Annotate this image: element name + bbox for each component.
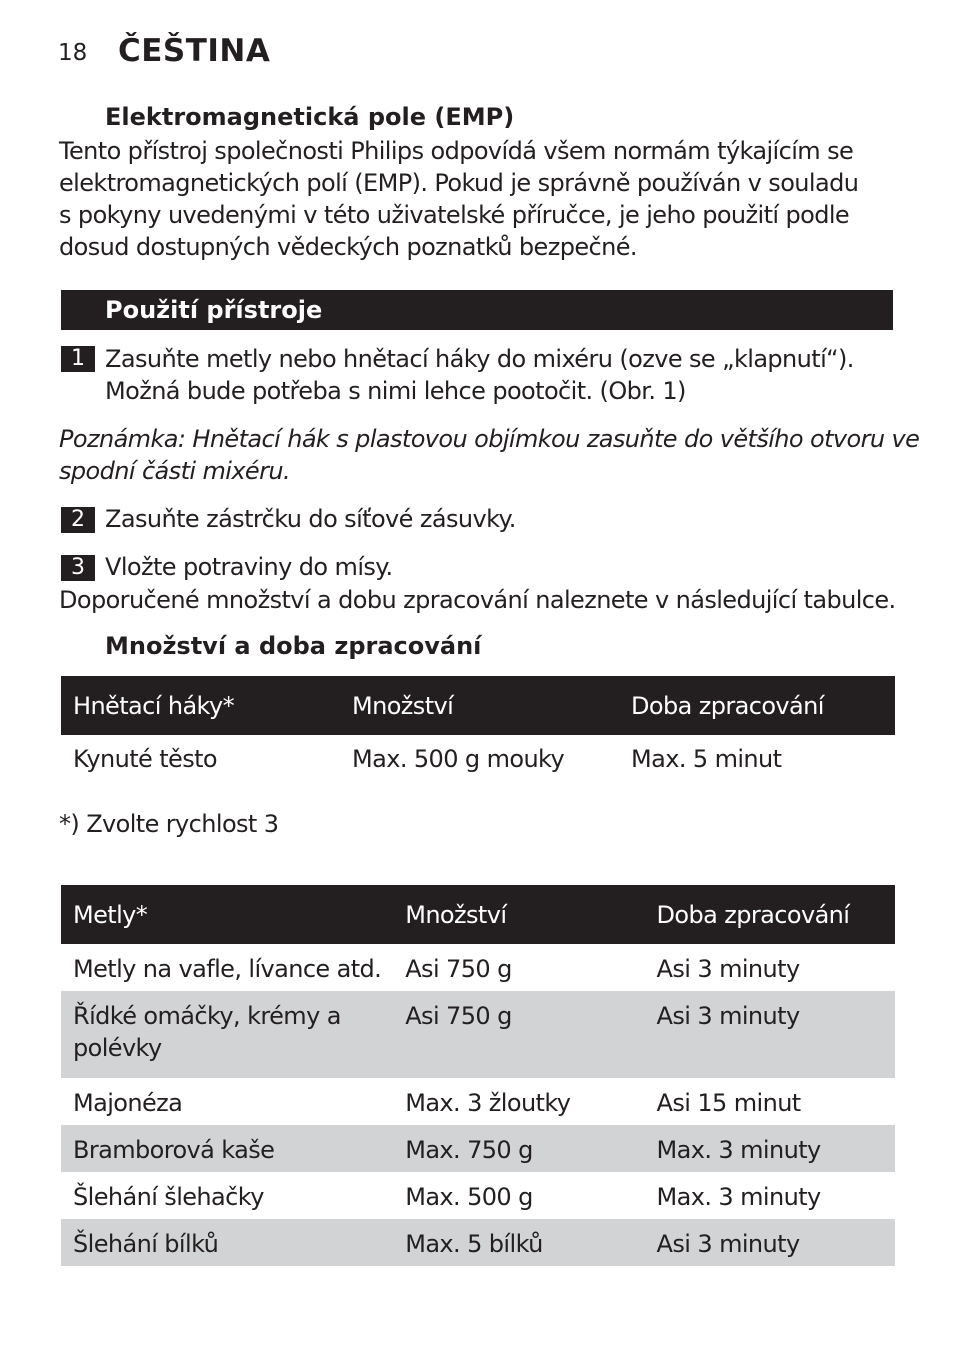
table-cell: Šlehání bílků xyxy=(61,1219,393,1266)
table-cell: Šlehání šlehačky xyxy=(73,1183,264,1211)
table-cell: Asi 750 g xyxy=(405,955,512,983)
table-cell: Bramborová kaše xyxy=(61,1125,393,1172)
table-cell: Řídké omáčky, krémy a polévky xyxy=(61,991,393,1078)
step-1-text-continued: Možná bude potřeba s nimi lehce pootočit. (Obr. 1) xyxy=(105,377,686,405)
table-cell: Asi 750 g xyxy=(393,991,644,1078)
table-header-cell: Množství xyxy=(393,885,644,944)
table-cell: Max. 5 minut xyxy=(631,745,782,773)
footnote: *) Zvolte rychlost 3 xyxy=(59,810,279,838)
emp-paragraph-line: s pokyny uvedenými v této uživatelské příručce, je jeho použití podle xyxy=(59,201,850,229)
step-2-text: Zasuňte zástrčku do síťové zásuvky. xyxy=(105,505,516,533)
step-1-text: Zasuňte metly nebo hnětací háky do mixéru (ozve se „klapnutí“). xyxy=(105,345,854,373)
table-header-cell: Hnětací háky* xyxy=(61,676,340,735)
table-cell: Max. 500 g xyxy=(405,1183,533,1211)
note-line: spodní části mixéru. xyxy=(59,457,291,485)
table-cell: Max. 750 g xyxy=(393,1125,644,1172)
table-row xyxy=(61,944,895,991)
page-number: 18 xyxy=(58,40,88,66)
table-cell: Asi 3 minuty xyxy=(645,991,895,1078)
table-cell: Kynuté těsto xyxy=(73,745,217,773)
table-cell: Max. 3 minuty xyxy=(656,1183,821,1211)
table-row xyxy=(61,735,895,791)
emp-paragraph-line: Tento přístroj společnosti Philips odpovídá všem normám týkajícím se xyxy=(59,137,854,165)
table-header-cell: Metly* xyxy=(61,885,393,944)
emp-paragraph-line: dosud dostupných vědeckých poznatků bezpečné. xyxy=(59,233,637,261)
quantities-heading: Množství a doba zpracování xyxy=(105,632,482,660)
table-cell: Max. 500 g mouky xyxy=(352,745,565,773)
emp-heading: Elektromagnetická pole (EMP) xyxy=(105,103,515,131)
step-2-number: 2 xyxy=(61,507,95,533)
section-bar-usage xyxy=(61,290,893,330)
table-row xyxy=(61,1172,895,1219)
table-row xyxy=(61,1219,895,1266)
table-cell: Max. 5 bílků xyxy=(393,1219,644,1266)
table-header-row xyxy=(61,676,895,735)
table-row xyxy=(61,991,895,1078)
kneading-hooks-table xyxy=(61,676,895,791)
table-header-cell: Množství xyxy=(340,676,619,735)
table-cell: Max. 3 minuty xyxy=(645,1125,895,1172)
table-header-cell: Doba zpracování xyxy=(645,885,895,944)
emp-paragraph-line: elektromagnetických polí (EMP). Pokud je správně používán v souladu xyxy=(59,169,859,197)
table-header-row xyxy=(61,885,895,944)
language-title: ČEŠTINA xyxy=(118,33,271,69)
section-title: Použití přístroje xyxy=(105,296,323,324)
beaters-table xyxy=(61,885,895,1266)
table-row xyxy=(61,1125,895,1172)
table-cell: Metly na vafle, lívance atd. xyxy=(73,955,382,983)
table-row xyxy=(61,1078,895,1125)
table-cell: Asi 15 minut xyxy=(656,1089,801,1117)
note-line: Poznámka: Hnětací hák s plastovou objímkou zasuňte do většího otvoru ve xyxy=(59,425,920,453)
step-1-number: 1 xyxy=(61,346,95,372)
table-cell: Max. 3 žloutky xyxy=(405,1089,571,1117)
table-header-cell: Doba zpracování xyxy=(619,676,895,735)
table-cell: Majonéza xyxy=(73,1089,183,1117)
step-3-text: Vložte potraviny do mísy. xyxy=(105,553,393,581)
step-3-number: 3 xyxy=(61,555,95,581)
table-cell: Asi 3 minuty xyxy=(645,1219,895,1266)
recommendation-text: Doporučené množství a dobu zpracování naleznete v následující tabulce. xyxy=(59,586,896,614)
table-cell: Asi 3 minuty xyxy=(656,955,800,983)
